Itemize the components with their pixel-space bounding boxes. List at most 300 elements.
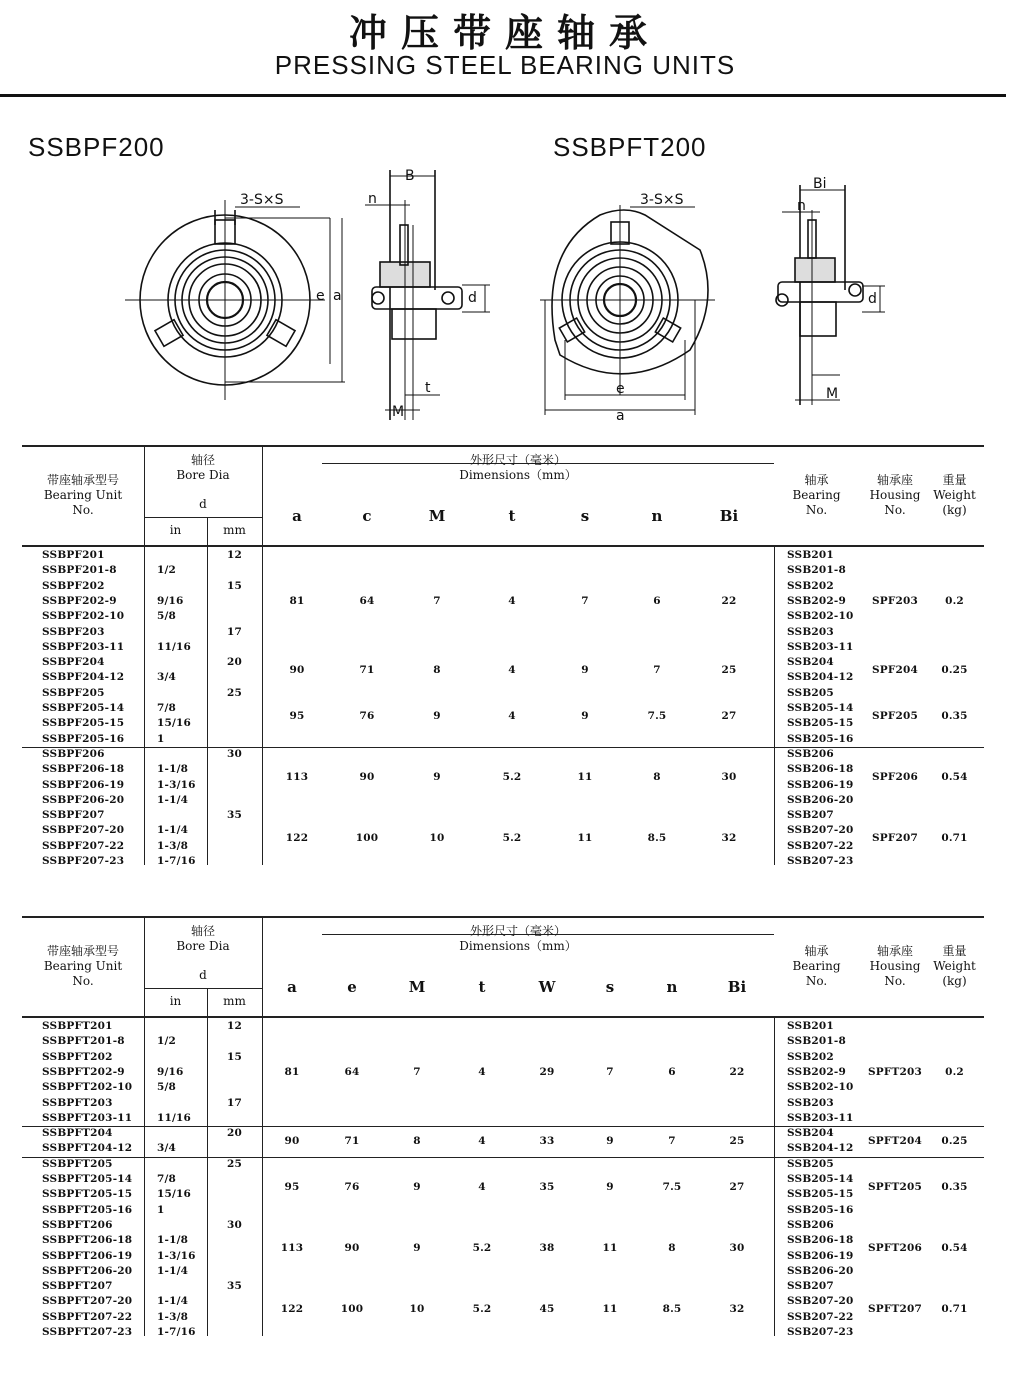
group-weight: 0.71	[941, 832, 968, 845]
table-row-bearing: SSB206-18	[787, 1234, 854, 1247]
table-row-unit: SSBPFT204-12	[42, 1142, 133, 1155]
header-housing-cn: 轴承座	[876, 944, 913, 958]
header-in: in	[169, 994, 182, 1008]
group-housing: SPF203	[871, 594, 919, 607]
table-row-unit: SSBPFT203	[42, 1096, 113, 1109]
header-bearing-en2: No.	[805, 503, 828, 517]
header-dim-t: t	[478, 978, 486, 996]
page-title-cn: 冲压带座轴承	[348, 11, 661, 55]
group-value-M: 9	[413, 1180, 421, 1193]
table-row-in: 15/16	[157, 717, 192, 730]
table-row-bearing: SSB205-16	[787, 732, 854, 745]
header-bearing-cn: 轴承	[804, 473, 829, 487]
table-row-in: 11/16	[157, 640, 192, 653]
header-weight-cn: 重量	[942, 473, 967, 487]
table-row-bearing: SSB203-11	[787, 1111, 854, 1124]
table-row-in: 1-3/16	[157, 1249, 196, 1262]
header-dim-a: a	[287, 978, 297, 996]
table-row-unit: SSBPF203-11	[42, 640, 125, 653]
header-unit-en2: No.	[72, 974, 94, 988]
label-M-right: M	[826, 386, 839, 402]
group-value-W: 29	[539, 1065, 555, 1078]
table-row-in: 5/8	[157, 1081, 177, 1094]
table-row-mm: 15	[226, 1050, 242, 1063]
table-row-in: 1-3/16	[157, 778, 196, 791]
group-value-n: 7	[653, 663, 661, 676]
table-row-unit: SSBPF204-12	[42, 671, 125, 684]
dims-end	[774, 545, 775, 865]
table-row-mm: 25	[226, 686, 242, 699]
table-row-bearing: SSB201	[787, 549, 834, 561]
header-in: in	[169, 523, 182, 537]
table-row-in: 1/2	[157, 1035, 177, 1048]
header-dim-M: M	[428, 507, 446, 525]
label-e-left: e	[316, 288, 325, 304]
group-value-M: 8	[433, 663, 441, 676]
group-weight: 0.54	[941, 1241, 968, 1254]
table-row-in: 1	[157, 1203, 165, 1216]
label-d-left: d	[468, 290, 477, 306]
group-value-t: 5.2	[472, 1241, 492, 1254]
header-mm: mm	[223, 523, 246, 537]
table-row-unit: SSBPFT207-23	[42, 1326, 133, 1338]
group-value-t: 5.2	[502, 832, 522, 845]
header-bearing-en1: Bearing	[792, 959, 841, 973]
header-housing-en1: Housing	[869, 488, 921, 502]
table-row-unit: SSBPFT207-20	[42, 1295, 133, 1308]
label-t-left: t	[425, 380, 431, 396]
table-row-bearing: SSB204-12	[787, 671, 854, 684]
table-row-unit: SSBPF204	[42, 656, 105, 669]
header-housing-cn: 轴承座	[876, 473, 913, 487]
table-row-in: 7/8	[157, 1173, 177, 1185]
group-value-W: 45	[539, 1303, 555, 1316]
table-row-in: 5/8	[157, 610, 177, 623]
table-row-unit: SSBPFT206-19	[42, 1249, 133, 1262]
table-row-mm: 35	[226, 809, 242, 822]
group-value-e: 76	[344, 1180, 360, 1193]
group-value-a: 113	[280, 1241, 304, 1254]
table-row-mm: 30	[226, 1218, 242, 1231]
group-value-c: 76	[359, 709, 375, 722]
group-value-s: 9	[581, 663, 589, 676]
label-B-left: B	[405, 168, 415, 184]
bore-sub-sep	[144, 517, 262, 518]
title-rule	[0, 94, 1006, 97]
header-housing-en1: Housing	[869, 959, 921, 973]
table-row-bearing: SSB201-8	[787, 1035, 846, 1048]
table-top-border	[22, 445, 984, 447]
bore-sub-sep	[144, 988, 262, 989]
group-value-n: 8	[668, 1241, 676, 1254]
group-value-W: 33	[539, 1134, 555, 1147]
group-value-Bi: 30	[729, 1241, 745, 1254]
group-value-n: 8	[653, 770, 661, 783]
table-row-bearing: SSB207-20	[787, 1295, 854, 1308]
header-bore-en: Bore Dia	[176, 939, 230, 953]
table-row-mm: 15	[226, 579, 242, 592]
group-value-M: 8	[413, 1134, 421, 1147]
header-bearing-en1: Bearing	[792, 488, 841, 502]
table-row-bearing: SSB206-19	[787, 1249, 854, 1262]
group-value-M: 10	[429, 832, 445, 845]
table-row-bearing: SSB205	[787, 1157, 834, 1170]
header-weight-en2: (kg)	[942, 974, 967, 988]
group-value-W: 35	[539, 1180, 555, 1193]
group-housing: SPFT206	[867, 1241, 923, 1254]
label-a-right: a	[616, 408, 625, 424]
table-row-unit: SSBPFT205	[42, 1157, 113, 1170]
table-row-bearing: SSB205	[787, 686, 834, 699]
header-dim-n: n	[651, 507, 663, 525]
label-bolt-right: 3-S×S	[640, 192, 684, 208]
table-row-unit: SSBPF206-18	[42, 763, 125, 776]
group-value-t: 4	[508, 709, 516, 722]
table-row-bearing: SSB205-14	[787, 1173, 854, 1185]
header-dims-cn: 外形尺寸（毫米）	[469, 924, 566, 938]
group-value-t: 5.2	[502, 770, 522, 783]
table-row-unit: SSBPF207-23	[42, 855, 125, 867]
group-value-e: 90	[344, 1241, 360, 1254]
group-value-Bi: 27	[729, 1180, 745, 1193]
table-row-in: 11/16	[157, 1111, 192, 1124]
header-dims-cn: 外形尺寸（毫米）	[469, 453, 566, 467]
table-row-bearing: SSB201	[787, 1020, 834, 1032]
group-separator	[22, 747, 984, 748]
table-row-mm: 20	[226, 656, 242, 669]
group-separator	[22, 1157, 984, 1158]
table-row-unit: SSBPF205-15	[42, 717, 125, 730]
label-e-right: e	[616, 381, 625, 397]
label-Bi-right: Bi	[813, 176, 827, 192]
header-dim-W: W	[538, 978, 556, 996]
group-value-c: 90	[359, 770, 375, 783]
table-row-unit: SSBPFT202-10	[42, 1081, 133, 1094]
table-row-mm: 17	[226, 1096, 242, 1109]
table-row-bearing: SSB206-20	[787, 793, 854, 806]
table-row-bearing: SSB206-19	[787, 778, 854, 791]
group-weight: 0.25	[941, 663, 968, 676]
table-row-in: 1-3/8	[157, 1310, 189, 1323]
table-row-bearing: SSB201-8	[787, 564, 846, 577]
label-n-right: n	[797, 198, 806, 214]
table-row-bearing: SSB207-23	[787, 1326, 854, 1338]
group-weight: 0.35	[941, 1180, 968, 1193]
header-dim-Bi: Bi	[719, 507, 739, 525]
dims-end	[774, 1016, 775, 1336]
group-value-s: 11	[577, 832, 593, 845]
header-unit-en1: Bearing Unit	[43, 488, 123, 502]
header-bearing-cn: 轴承	[804, 944, 829, 958]
table-row-in: 9/16	[157, 594, 184, 607]
label-d-right: d	[868, 291, 877, 307]
header-dim-a: a	[292, 507, 302, 525]
table-row-bearing: SSB204-12	[787, 1142, 854, 1155]
table-row-in: 9/16	[157, 1065, 184, 1078]
group-housing: SPF205	[871, 709, 919, 722]
table-row-mm: 20	[226, 1127, 242, 1140]
table-row-bearing: SSB206-20	[787, 1264, 854, 1277]
group-weight: 0.2	[945, 594, 964, 607]
group-weight: 0.54	[941, 770, 968, 783]
header-unit-cn: 带座轴承型号	[46, 473, 119, 487]
group-value-t: 4	[508, 663, 516, 676]
group-housing: SPF204	[871, 663, 919, 676]
table-row-unit: SSBPFT203-11	[42, 1111, 133, 1124]
group-value-Bi: 27	[721, 709, 737, 722]
header-dim-s: s	[580, 507, 590, 525]
table-row-bearing: SSB202-10	[787, 610, 854, 623]
group-value-M: 9	[433, 770, 441, 783]
table-row-in: 3/4	[157, 671, 177, 684]
group-housing: SPF207	[871, 832, 919, 845]
table-row-in: 1-1/8	[157, 1234, 189, 1247]
header-dim-n: n	[666, 978, 678, 996]
label-bolt-left: 3-S×S	[240, 192, 284, 208]
table-row-mm: 25	[226, 1157, 242, 1170]
group-weight: 0.25	[941, 1134, 968, 1147]
table-top-border	[22, 916, 984, 918]
group-value-n: 7	[668, 1134, 676, 1147]
header-weight-cn: 重量	[942, 944, 967, 958]
group-weight: 0.35	[941, 709, 968, 722]
table-row-bearing: SSB207-20	[787, 824, 854, 837]
group-value-s: 9	[606, 1180, 614, 1193]
group-value-c: 100	[355, 832, 379, 845]
table-row-unit: SSBPF207-22	[42, 839, 125, 852]
header-bore-en: Bore Dia	[176, 468, 230, 482]
group-value-M: 9	[413, 1241, 421, 1254]
group-value-a: 90	[289, 663, 305, 676]
table-row-unit: SSBPF202	[42, 579, 105, 592]
group-value-a: 81	[284, 1065, 300, 1078]
table-row-in: 15/16	[157, 1188, 192, 1201]
table-row-unit: SSBPF206-19	[42, 778, 125, 791]
group-weight: 0.71	[941, 1303, 968, 1316]
group-value-M: 7	[413, 1065, 421, 1078]
group-value-M: 7	[433, 594, 441, 607]
table-row-in: 1-1/4	[157, 824, 189, 837]
group-value-t: 4	[478, 1065, 486, 1078]
header-bore-cn: 轴径	[190, 453, 215, 467]
group-housing: SPFT205	[867, 1180, 923, 1193]
group-separator	[22, 1126, 984, 1127]
table-row-unit: SSBPFT206	[42, 1218, 113, 1231]
group-value-n: 7.5	[647, 709, 667, 722]
table-row-unit: SSBPFT202-9	[42, 1065, 125, 1078]
label-a-left: a	[333, 288, 342, 304]
table-row-bearing: SSB202	[787, 1050, 834, 1063]
group-value-M: 10	[409, 1303, 425, 1316]
table-row-bearing: SSB207-23	[787, 855, 854, 867]
table-row-mm: 12	[226, 1020, 242, 1032]
group-value-e: 71	[344, 1134, 360, 1147]
group-value-a: 81	[289, 594, 305, 607]
header-unit-en1: Bearing Unit	[43, 959, 123, 973]
group-value-s: 11	[602, 1241, 618, 1254]
group-value-s: 7	[606, 1065, 614, 1078]
header-unit-en2: No.	[72, 503, 94, 517]
flange-front-view-right	[540, 205, 715, 415]
group-value-Bi: 25	[729, 1134, 745, 1147]
table-row-mm: 30	[226, 747, 242, 760]
group-value-M: 9	[433, 709, 441, 722]
header-d: d	[199, 968, 207, 982]
group-value-n: 8.5	[662, 1303, 682, 1316]
label-M-left: M	[392, 404, 405, 420]
page-title-en: PRESSING STEEL BEARING UNITS	[274, 50, 736, 80]
group-value-a: 113	[285, 770, 309, 783]
table-row-bearing: SSB205-15	[787, 1188, 854, 1201]
table-row-unit: SSBPFT207	[42, 1280, 113, 1293]
header-dim-M: M	[408, 978, 426, 996]
table-row-unit: SSBPFT201	[42, 1020, 113, 1032]
table-row-unit: SSBPFT204	[42, 1127, 113, 1140]
table-row-unit: SSBPF203	[42, 625, 105, 638]
header-weight-en2: (kg)	[942, 503, 967, 517]
group-value-Bi: 25	[721, 663, 737, 676]
header-housing-en2: No.	[884, 974, 906, 988]
table-row-unit: SSBPF205-14	[42, 702, 125, 714]
group-value-s: 9	[606, 1134, 614, 1147]
table-row-unit: SSBPF207	[42, 809, 105, 822]
table-row-unit: SSBPFT205-15	[42, 1188, 133, 1201]
table-row-mm: 12	[226, 549, 242, 561]
table-row-bearing: SSB207-22	[787, 1310, 854, 1323]
group-value-t: 4	[508, 594, 516, 607]
group-value-a: 95	[284, 1180, 300, 1193]
header-dim-Bi: Bi	[727, 978, 747, 996]
header-housing-en2: No.	[884, 503, 906, 517]
group-value-Bi: 22	[729, 1065, 745, 1078]
header-unit-cn: 带座轴承型号	[46, 944, 119, 958]
table-row-bearing: SSB205-16	[787, 1203, 854, 1216]
table-row-unit: SSBPF201-8	[42, 564, 117, 577]
table-row-bearing: SSB203	[787, 1096, 834, 1109]
table-header-bottom	[22, 1016, 984, 1018]
table-row-bearing: SSB206-18	[787, 763, 854, 776]
group-value-W: 38	[539, 1241, 555, 1254]
table-row-in: 1-3/8	[157, 839, 189, 852]
table-row-unit: SSBPFT205-16	[42, 1203, 133, 1216]
header-mm: mm	[223, 994, 246, 1008]
header-dim-t: t	[508, 507, 516, 525]
table-row-unit: SSBPF202-10	[42, 610, 125, 623]
header-dims-en: Dimensions（mm）	[459, 468, 577, 482]
table-row-bearing: SSB203-11	[787, 640, 854, 653]
table-row-in: 3/4	[157, 1142, 177, 1155]
table-row-in: 1-1/4	[157, 793, 189, 806]
table-row-in: 1-1/4	[157, 1264, 189, 1277]
group-value-t: 5.2	[472, 1303, 492, 1316]
header-weight-en1: Weight	[933, 488, 976, 502]
label-n-left: n	[368, 191, 377, 207]
table-row-bearing: SSB205-14	[787, 702, 854, 714]
table-row-unit: SSBPF205	[42, 686, 105, 699]
group-value-n: 8.5	[647, 832, 667, 845]
group-value-e: 100	[340, 1303, 364, 1316]
table-row-unit: SSBPF206	[42, 747, 105, 760]
table-row-bearing: SSB202-9	[787, 594, 846, 607]
table-row-unit: SSBPF205-16	[42, 732, 125, 745]
table-row-bearing: SSB204	[787, 1127, 834, 1140]
table-row-bearing: SSB204	[787, 656, 834, 669]
model-right-label: SSBPFT200	[553, 132, 707, 162]
group-value-s: 11	[602, 1303, 618, 1316]
group-value-c: 71	[359, 663, 375, 676]
group-value-s: 11	[577, 770, 593, 783]
header-weight-en1: Weight	[933, 959, 976, 973]
table-row-bearing: SSB202	[787, 579, 834, 592]
group-value-a: 122	[280, 1303, 304, 1316]
table-row-bearing: SSB207	[787, 1280, 834, 1293]
table-row-unit: SSBPFT206-20	[42, 1264, 133, 1277]
table-row-bearing: SSB202-10	[787, 1081, 854, 1094]
group-value-e: 64	[344, 1065, 360, 1078]
table-ssbpf200	[22, 445, 984, 870]
group-value-a: 122	[285, 832, 309, 845]
table-row-unit: SSBPFT207-22	[42, 1310, 133, 1323]
table-row-in: 1-7/16	[157, 855, 196, 867]
table-row-in: 1-1/8	[157, 763, 189, 776]
header-dim-c: c	[362, 507, 372, 525]
group-value-t: 4	[478, 1134, 486, 1147]
table-row-in: 7/8	[157, 702, 177, 714]
table-row-in: 1-1/4	[157, 1295, 189, 1308]
group-housing: SPFT207	[867, 1303, 923, 1316]
table-row-bearing: SSB205-15	[787, 717, 854, 730]
header-bearing-en2: No.	[805, 974, 828, 988]
group-value-a: 90	[284, 1134, 300, 1147]
group-value-n: 6	[668, 1065, 676, 1078]
table-row-unit: SSBPFT205-14	[42, 1173, 133, 1185]
group-housing: SPFT203	[867, 1065, 923, 1078]
group-value-n: 6	[653, 594, 661, 607]
table-row-unit: SSBPF201	[42, 549, 105, 561]
header-bore-cn: 轴径	[190, 924, 215, 938]
group-value-Bi: 32	[729, 1303, 745, 1316]
group-value-s: 7	[581, 594, 589, 607]
table-row-unit: SSBPFT206-18	[42, 1234, 133, 1247]
header-dims-en: Dimensions（mm）	[459, 939, 577, 953]
technical-drawings	[0, 160, 1010, 430]
group-value-Bi: 22	[721, 594, 737, 607]
group-housing: SPF206	[871, 770, 919, 783]
table-row-bearing: SSB206	[787, 1218, 834, 1231]
table-row-unit: SSBPFT201-8	[42, 1035, 125, 1048]
group-value-Bi: 30	[721, 770, 737, 783]
table-row-bearing: SSB207	[787, 809, 834, 822]
group-value-n: 7.5	[662, 1180, 682, 1193]
table-row-unit: SSBPFT202	[42, 1050, 113, 1063]
table-row-bearing: SSB203	[787, 625, 834, 638]
group-weight: 0.2	[945, 1065, 964, 1078]
table-row-bearing: SSB207-22	[787, 839, 854, 852]
group-value-Bi: 32	[721, 832, 737, 845]
table-header-bottom	[22, 545, 984, 547]
group-value-c: 64	[359, 594, 375, 607]
table-row-unit: SSBPF202-9	[42, 594, 117, 607]
flange-front-view-left	[125, 200, 345, 400]
header-d: d	[199, 497, 207, 511]
table-row-mm: 17	[226, 625, 242, 638]
group-value-s: 9	[581, 709, 589, 722]
table-ssbpft200	[22, 916, 984, 1341]
header-dim-e: e	[347, 978, 357, 996]
model-left-label: SSBPF200	[28, 132, 165, 162]
table-row-in: 1	[157, 732, 165, 745]
table-row-unit: SSBPF206-20	[42, 793, 125, 806]
